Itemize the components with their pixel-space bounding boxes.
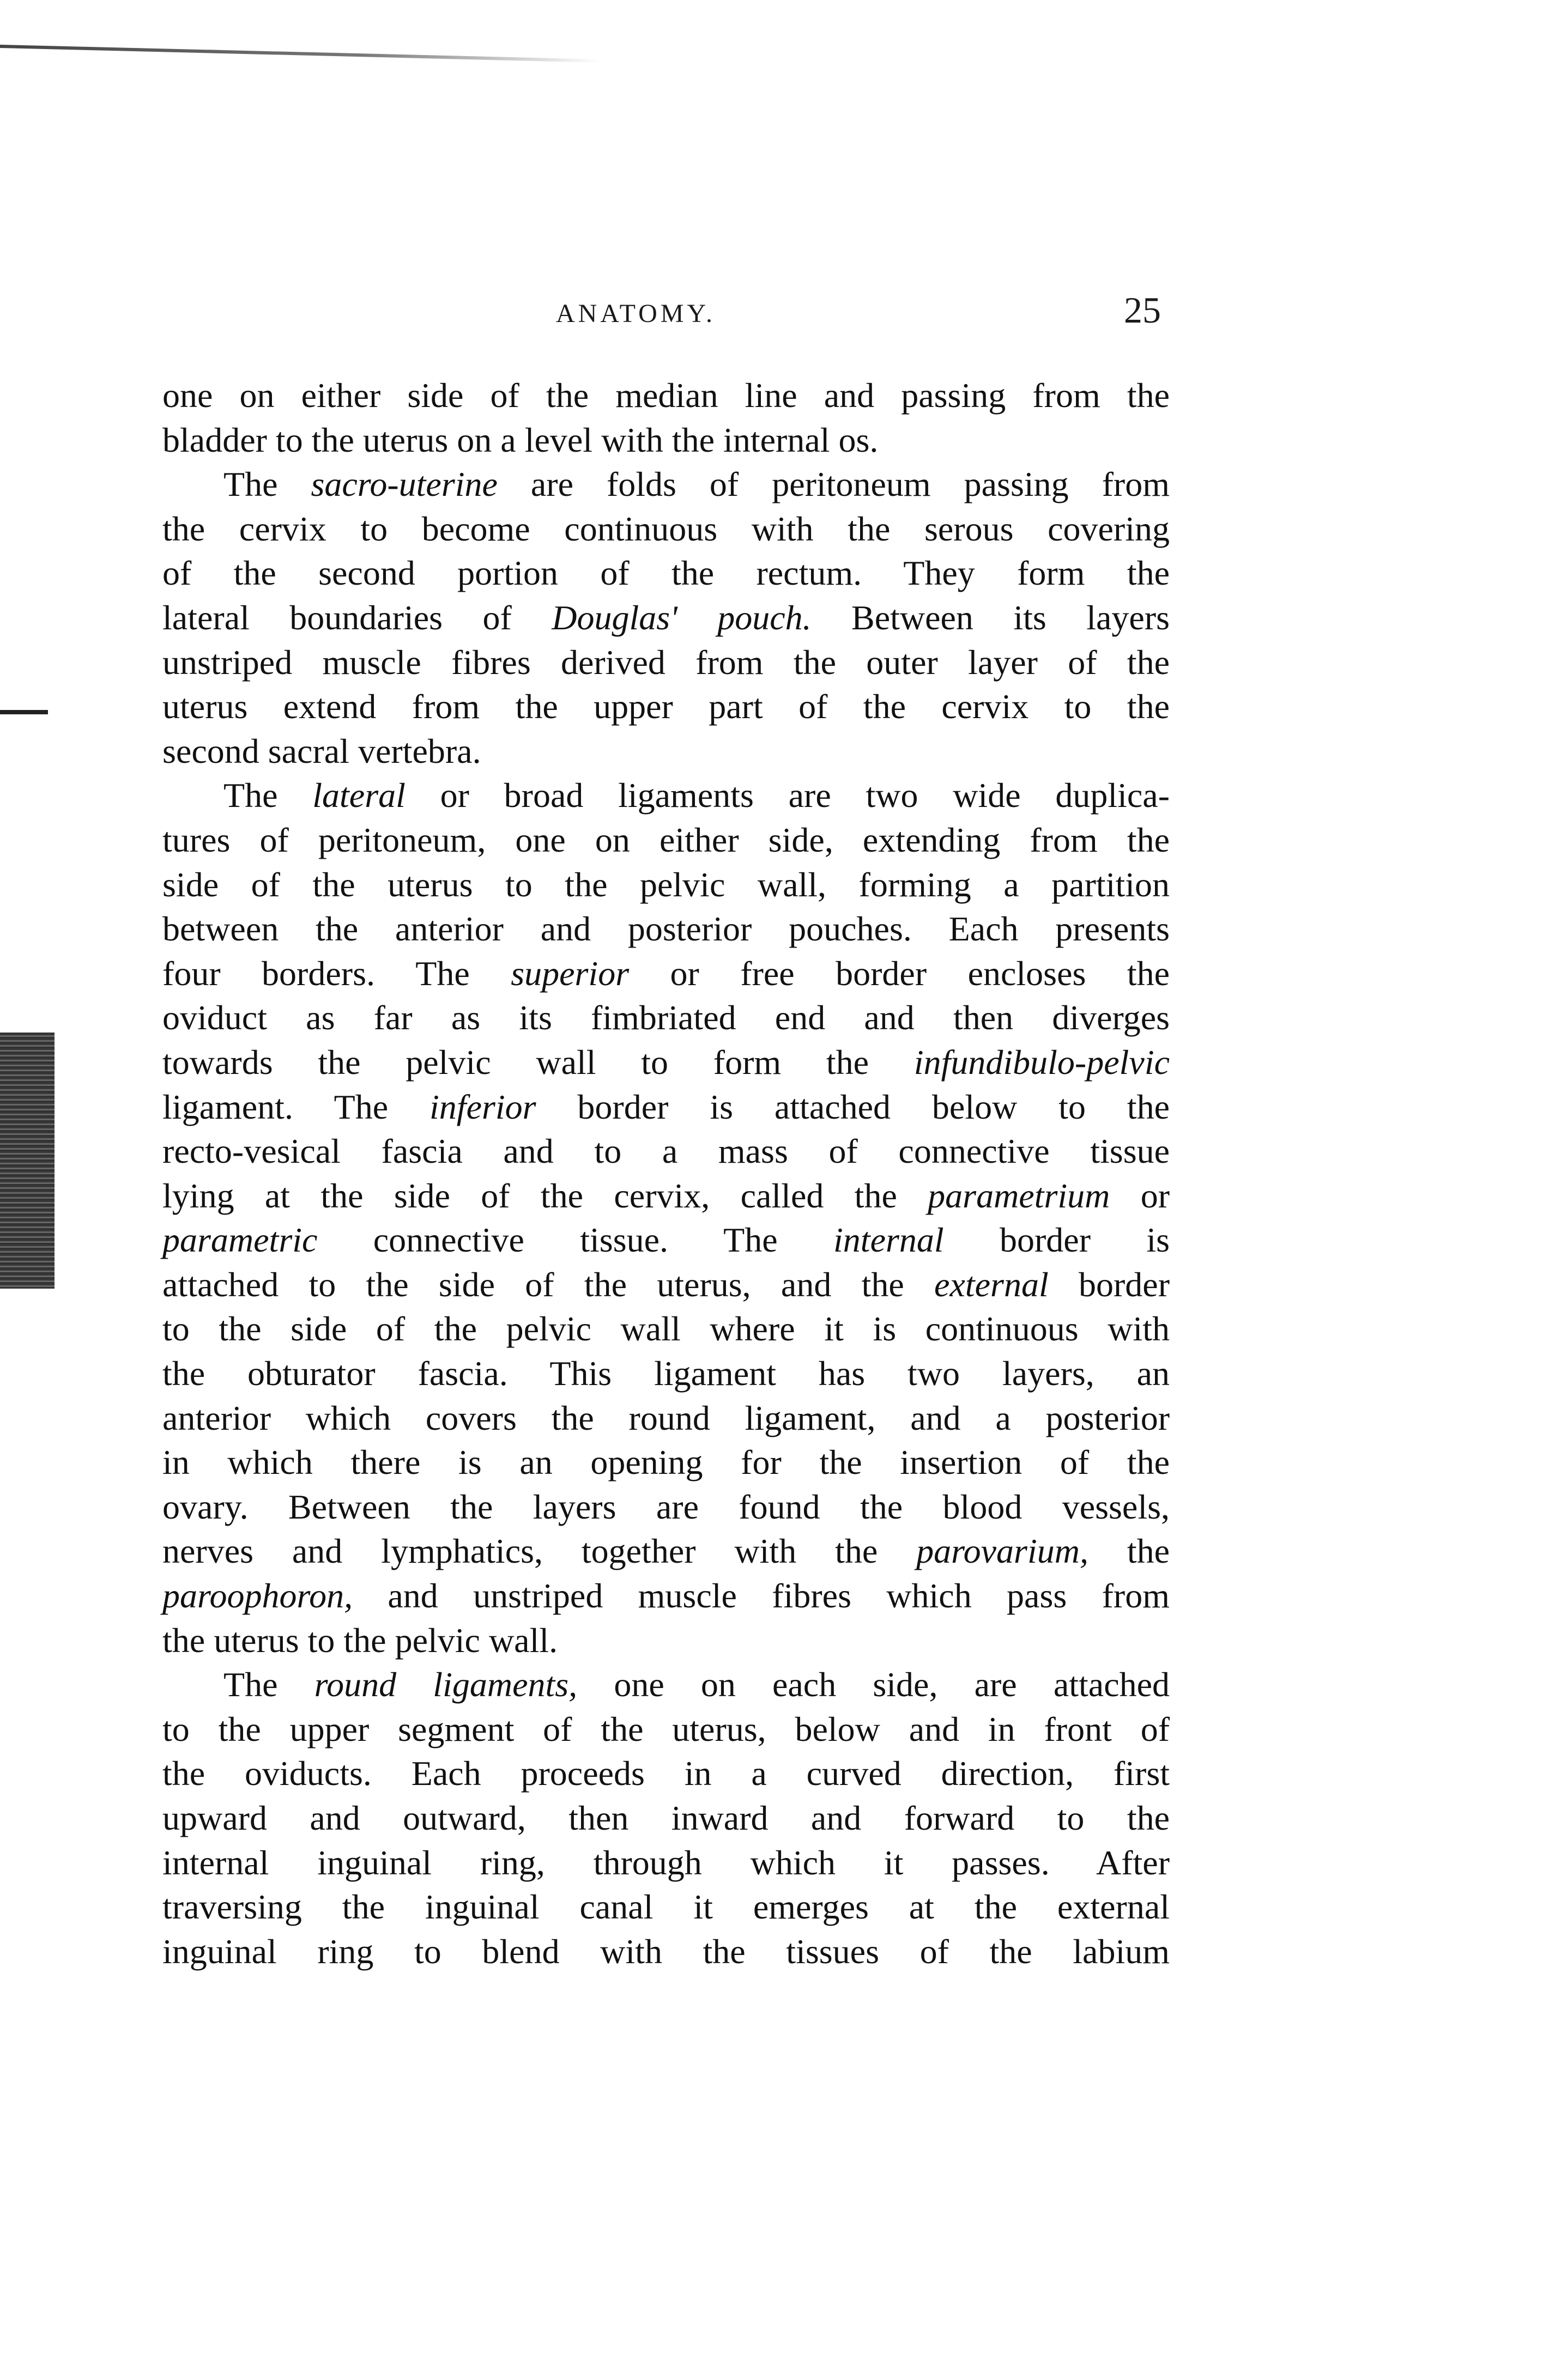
text-segment: tures of peritoneum, one on either side, extending from the	[162, 820, 1170, 859]
text-segment: second sacral vertebra.	[162, 731, 481, 770]
text-segment: the cervix to become continuous with the serous covering	[162, 509, 1170, 548]
text-segment: nerves and lymphatics, together with the	[162, 1532, 917, 1571]
text-segment: border is attached below to the	[536, 1087, 1170, 1126]
text-line	[162, 818, 1170, 863]
text-line	[162, 1351, 1170, 1396]
text-line	[162, 1929, 1170, 1974]
text-segment: towards the pelvic wall to form the	[162, 1042, 914, 1082]
italic-term: paroophoron,	[162, 1576, 353, 1616]
text-segment: the	[1088, 1532, 1170, 1571]
italic-term: Douglas' pouch.	[552, 598, 812, 637]
text-line	[162, 995, 1170, 1040]
text-line	[162, 640, 1170, 685]
text-line	[162, 596, 1170, 640]
text-segment: the obturator fascia. This ligament has two layers, an	[162, 1354, 1170, 1393]
text-segment: or broad ligaments are two wide duplica-	[405, 776, 1170, 815]
text-segment: ovary. Between the layers are found the blood vessels,	[162, 1487, 1170, 1526]
text-line	[162, 418, 1170, 463]
text-line	[162, 1174, 1170, 1218]
text-segment: The	[223, 776, 313, 815]
text-line	[162, 551, 1170, 596]
text-segment: Between its layers	[811, 598, 1170, 637]
italic-term: external	[934, 1265, 1049, 1304]
text-line	[162, 1751, 1170, 1796]
text-line	[162, 1841, 1170, 1885]
margin-dash-mark	[0, 710, 48, 714]
text-segment: between the anterior and posterior pouches. Each presents	[162, 909, 1170, 949]
text-line	[162, 907, 1170, 951]
italic-term: superior	[511, 954, 630, 993]
text-segment: are folds of peritoneum passing from	[497, 465, 1170, 504]
text-segment: lateral boundaries of	[162, 598, 552, 637]
italic-term: infundibulo-pelvic	[913, 1042, 1170, 1082]
text-line	[162, 1396, 1170, 1441]
text-line	[162, 1529, 1170, 1574]
italic-term: parametrium	[928, 1176, 1110, 1215]
text-segment: to the upper segment of the uterus, below and in front of	[162, 1709, 1170, 1748]
text-segment: or	[1110, 1176, 1170, 1215]
text-segment: to the side of the pelvic wall where it is continuous with	[162, 1309, 1170, 1349]
text-segment: the uterus to the pelvic wall.	[162, 1620, 558, 1660]
text-line	[162, 1085, 1170, 1130]
italic-term: sacro-uterine	[311, 465, 498, 504]
text-segment: The	[223, 465, 311, 504]
text-line	[162, 1307, 1170, 1351]
text-line	[162, 462, 1170, 507]
text-line	[162, 1485, 1170, 1529]
text-line	[162, 1662, 1170, 1707]
text-segment: anterior which covers the round ligament, and a posterior	[162, 1398, 1170, 1437]
text-segment: The	[223, 1665, 314, 1704]
text-line	[162, 1885, 1170, 1929]
text-line	[162, 951, 1170, 996]
text-segment: of the second portion of the rectum. They form the	[162, 554, 1170, 593]
italic-term: inferior	[429, 1087, 536, 1126]
text-line	[162, 507, 1170, 551]
text-segment: ligament. The	[162, 1087, 429, 1126]
text-segment: internal inguinal ring, through which it passes. After	[162, 1843, 1170, 1882]
text-line	[162, 684, 1170, 729]
text-segment: connective tissue. The	[317, 1221, 833, 1260]
italic-term: internal	[833, 1221, 944, 1260]
italic-term: lateral	[312, 776, 406, 815]
text-segment: upward and outward, then inward and forward to the	[162, 1799, 1170, 1837]
text-segment: one on either side of the median line and passing from the	[162, 376, 1170, 415]
text-segment: side of the uterus to the pelvic wall, forming a partition	[162, 865, 1170, 904]
text-line	[162, 729, 1170, 774]
text-line	[162, 1574, 1170, 1618]
text-segment: oviduct as far as its fimbriated end and then diverges	[162, 998, 1170, 1037]
text-segment: attached to the side of the uterus, and the	[162, 1265, 935, 1304]
text-line	[162, 1618, 1170, 1663]
text-segment: uterus extend from the upper part of the cervix to the	[162, 687, 1170, 726]
text-segment: one on each side, are attached	[577, 1665, 1170, 1704]
text-segment: recto-vesical fascia and to a mass of connective tissue	[162, 1132, 1170, 1171]
scan-edge-line	[0, 45, 600, 63]
text-line	[162, 1129, 1170, 1174]
text-line	[162, 1796, 1170, 1841]
text-line	[162, 1707, 1170, 1752]
text-segment: or free border encloses the	[629, 954, 1170, 993]
text-segment: bladder to the uterus on a level with the internal os.	[162, 420, 879, 459]
text-line	[162, 1440, 1170, 1485]
italic-term: round ligaments,	[314, 1665, 578, 1704]
text-line	[162, 773, 1170, 818]
page-number: 25	[1124, 289, 1161, 331]
text-segment: border	[1048, 1265, 1170, 1304]
italic-term: parametric	[162, 1221, 318, 1260]
body-text	[162, 373, 1170, 1974]
text-line	[162, 373, 1170, 418]
text-line	[162, 1218, 1170, 1262]
text-segment: unstriped muscle fibres derived from the outer layer of the	[162, 642, 1170, 682]
text-segment: in which there is an opening for the insertion of the	[162, 1443, 1170, 1482]
text-line	[162, 1262, 1170, 1307]
text-line	[162, 863, 1170, 907]
text-segment: traversing the inguinal canal it emerges at the external	[162, 1887, 1170, 1927]
text-segment: and unstriped muscle fibres which pass from	[353, 1576, 1170, 1616]
text-segment: inguinal ring to blend with the tissues of the labium	[162, 1932, 1170, 1971]
text-segment: the oviducts. Each proceeds in a curved direction, first	[162, 1754, 1170, 1793]
text-segment: lying at the side of the cervix, called the	[162, 1176, 928, 1215]
binding-edge-artifact	[0, 1033, 55, 1289]
text-segment: border is	[943, 1221, 1170, 1260]
italic-term: parovarium,	[916, 1532, 1088, 1571]
text-line	[162, 1040, 1170, 1085]
running-title: ANATOMY.	[556, 299, 716, 328]
text-segment: four borders. The	[162, 954, 511, 993]
